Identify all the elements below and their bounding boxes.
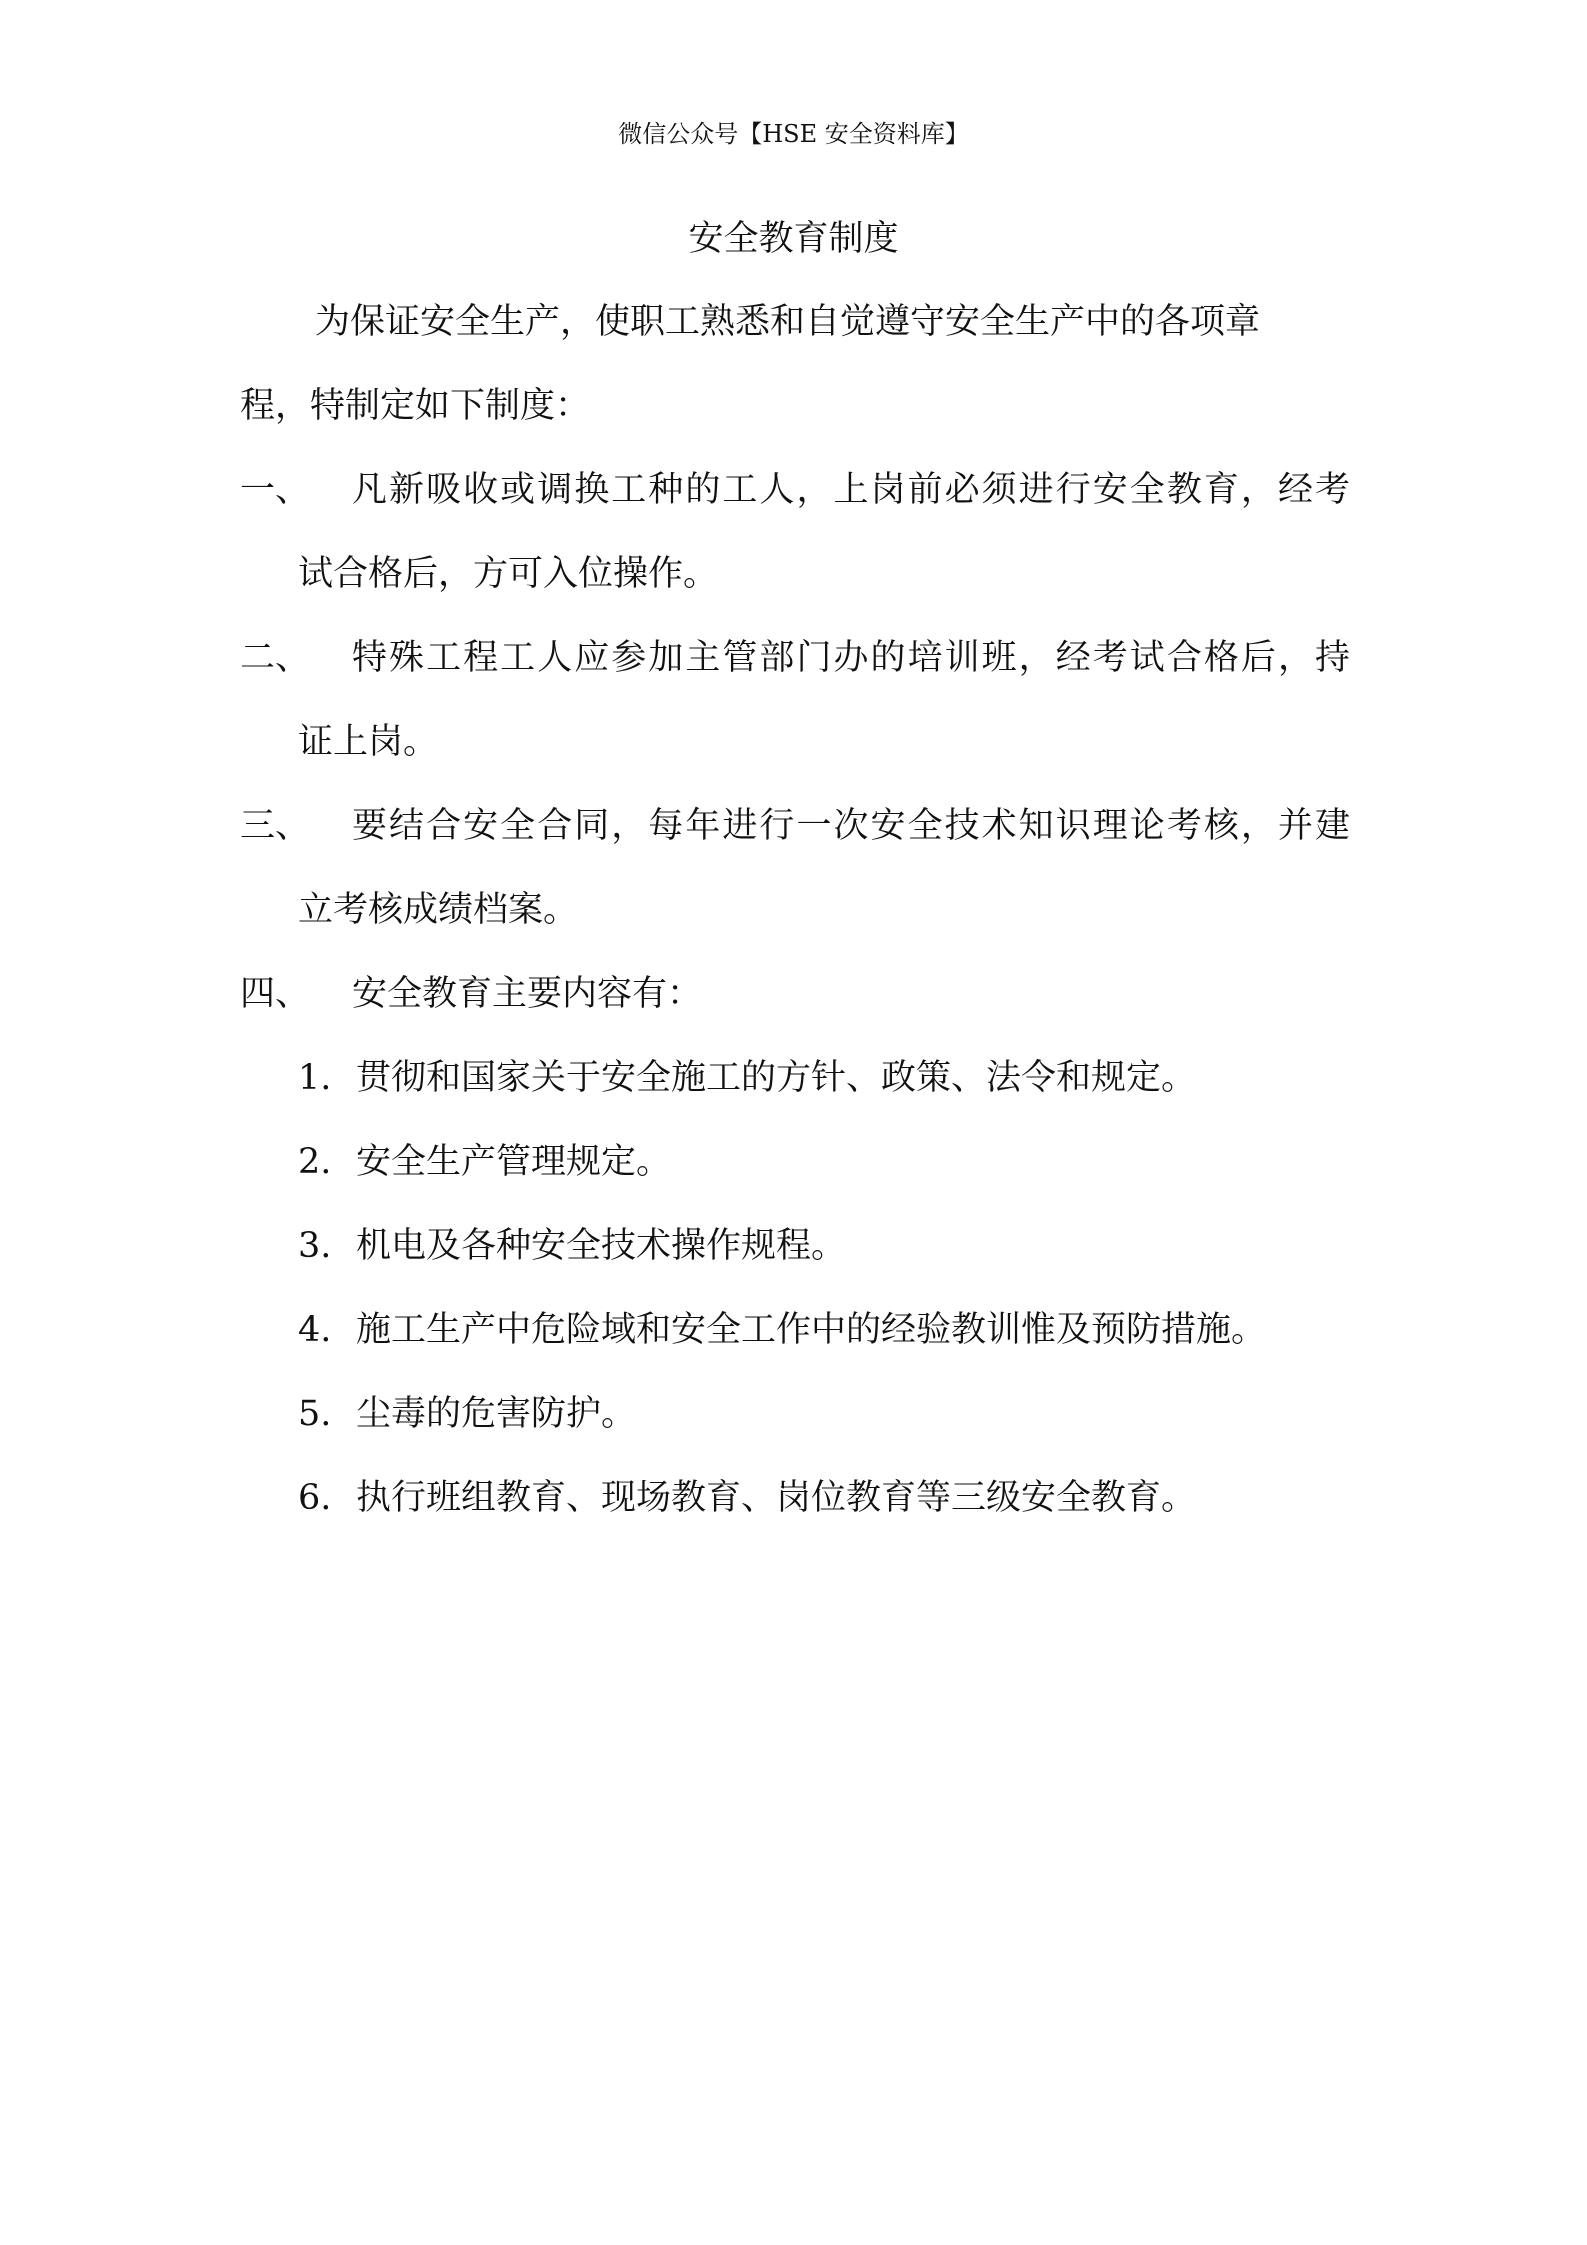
content-list-text-5: 尘毒的危害防护。 [356, 1394, 637, 1434]
page-header: 微信公众号【HSE 安全资料库】 [618, 120, 969, 148]
intro-line-2: 程，特制定如下制度： [240, 386, 591, 426]
rule-text-4-line-1: 安全教育主要内容有： [352, 974, 703, 1014]
rule-text-3-line-2: 立考核成绩档案。 [298, 890, 579, 930]
content-list-item-3 [298, 1218, 846, 1268]
content-list-text-2: 安全生产管理规定。 [356, 1142, 672, 1182]
content-list-number-1: 1. [298, 1058, 332, 1098]
rule-item-3 [240, 798, 1350, 966]
content-list-text-1: 贯彻和国家关于安全施工的方针、政策、法令和规定。 [356, 1058, 1197, 1098]
rule-item-2 [240, 630, 1350, 798]
rule-item-1 [240, 462, 1350, 630]
rule-text-2-line-1: 特殊工程工人应参加主管部门办的培训班，经考试合格后，持 [352, 638, 1350, 678]
content-list-number-4: 4. [298, 1310, 332, 1350]
content-list-item-2 [298, 1134, 671, 1184]
rule-marker-2: 二、 [240, 638, 311, 678]
content-list-item-5 [298, 1386, 636, 1436]
content-list-text-3: 机电及各种安全技术操作规程。 [356, 1226, 847, 1266]
rule-text-2-line-2: 证上岗。 [298, 722, 439, 762]
content-list-number-3: 3. [298, 1226, 332, 1266]
content-list-number-5: 5. [298, 1394, 332, 1434]
rule-text-1-line-2: 试合格后，方可入位操作。 [298, 554, 719, 594]
content-list-item-4 [298, 1302, 1266, 1352]
intro-line-1: 为保证安全生产，使职工熟悉和自觉遵守安全生产中的各项章 [315, 302, 1261, 342]
content-list-item-6 [298, 1470, 1196, 1520]
content-list-text-6: 执行班组教育、现场教育、岗位教育等三级安全教育。 [356, 1478, 1197, 1518]
content-list-text-4: 施工生产中危险域和安全工作中的经验教训惟及预防措施。 [356, 1310, 1267, 1350]
rule-marker-1: 一、 [240, 470, 311, 510]
rule-text-3-line-1: 要结合安全合同，每年进行一次安全技术知识理论考核，并建 [352, 806, 1350, 846]
content-list-number-2: 2. [298, 1142, 332, 1182]
document-title: 安全教育制度 [688, 219, 899, 259]
rule-marker-3: 三、 [240, 806, 311, 846]
content-list-number-6: 6. [298, 1478, 332, 1518]
rule-marker-4: 四、 [240, 974, 311, 1014]
content-list-item-1 [298, 1050, 1196, 1100]
rule-text-1-line-1: 凡新吸收或调换工种的工人，上岗前必须进行安全教育，经考 [352, 470, 1350, 510]
